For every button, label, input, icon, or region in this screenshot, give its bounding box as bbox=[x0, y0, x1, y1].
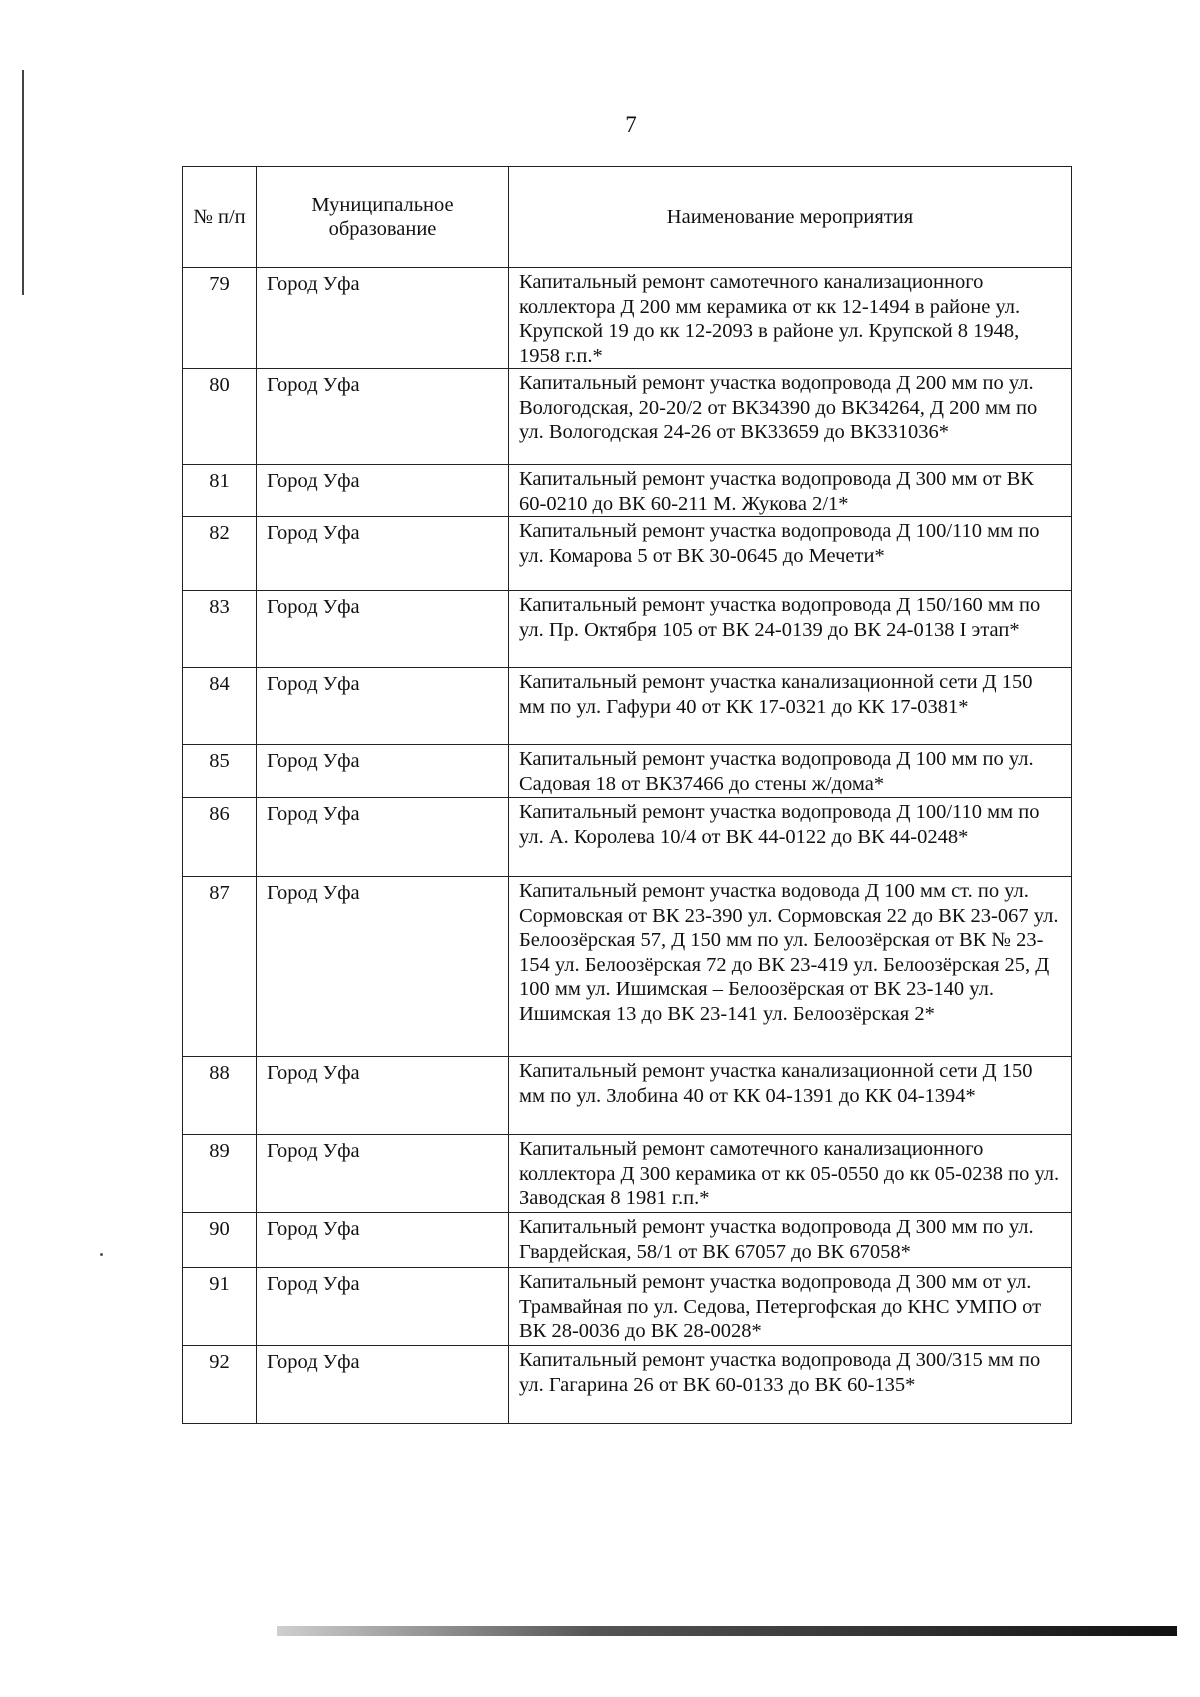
table-row bbox=[183, 668, 1072, 745]
table-row bbox=[183, 268, 1072, 369]
row-measure: Капитальный ремонт участка водопровода Д 150/160 мм по ул. Пр. Октября 105 от ВК 24-0139 до ВК 24-0138 I этап* bbox=[509, 591, 1072, 668]
measures-table bbox=[182, 166, 1072, 1424]
row-number: 83 bbox=[183, 591, 257, 668]
row-number: 86 bbox=[183, 798, 257, 877]
row-municipality: Город Уфа bbox=[257, 877, 509, 1057]
row-municipality: Город Уфа bbox=[257, 1057, 509, 1135]
row-measure: Капитальный ремонт участка водовода Д 100 мм ст. по ул. Сормовская от ВК 23-390 ул. Сормовская 22 до ВК 23-067 ул. Белоозёрская 57, Д 150 мм по ул. Белоозёрская от ВК № 23-154 ул. Белоозёрская 72 до ВК 23-419 ул. Белоозёрская 25, Д 100 мм ул. Ишимская – Белоозёрская от ВК 23-140 ул. Ишимская 13 до ВК 23-141 ул. Белоозёрская 2* bbox=[509, 877, 1072, 1057]
row-number: 82 bbox=[183, 517, 257, 591]
table-row bbox=[183, 591, 1072, 668]
row-municipality: Город Уфа bbox=[257, 745, 509, 798]
row-number: 91 bbox=[183, 1268, 257, 1346]
row-measure: Капитальный ремонт участка водопровода Д 300 мм по ул. Гвардейская, 58/1 от ВК 67057 до ВК 67058* bbox=[509, 1213, 1072, 1268]
header-municipality: Муниципальное образование bbox=[257, 167, 509, 268]
row-number: 87 bbox=[183, 877, 257, 1057]
row-municipality: Город Уфа bbox=[257, 1135, 509, 1213]
row-measure: Капитальный ремонт участка водопровода Д 200 мм по ул. Вологодская, 20-20/2 от ВК34390 до ВК34264, Д 200 мм по ул. Вологодская 24-26 от ВК33659 до ВК331036* bbox=[509, 369, 1072, 465]
row-measure: Капитальный ремонт участка водопровода Д 300 мм от ВК 60-0210 до ВК 60-211 М. Жукова 2/1* bbox=[509, 465, 1072, 517]
table-row bbox=[183, 877, 1072, 1057]
row-number: 90 bbox=[183, 1213, 257, 1268]
row-municipality: Город Уфа bbox=[257, 517, 509, 591]
row-measure: Капитальный ремонт участка канализационной сети Д 150 мм по ул. Гафури 40 от КК 17-0321 до КК 17-0381* bbox=[509, 668, 1072, 745]
row-number: 81 bbox=[183, 465, 257, 517]
row-number: 92 bbox=[183, 1346, 257, 1424]
row-number: 89 bbox=[183, 1135, 257, 1213]
row-measure: Капитальный ремонт самотечного канализационного коллектора Д 300 керамика от кк 05-0550 до кк 05-0238 по ул. Заводская 8 1981 г.п.* bbox=[509, 1135, 1072, 1213]
table-row bbox=[183, 1346, 1072, 1424]
header-measure: Наименование мероприятия bbox=[509, 167, 1072, 268]
scan-speck bbox=[100, 1253, 103, 1256]
table-row bbox=[183, 1135, 1072, 1213]
row-municipality: Город Уфа bbox=[257, 268, 509, 369]
row-number: 79 bbox=[183, 268, 257, 369]
table-row bbox=[183, 465, 1072, 517]
scan-edge-mark bbox=[22, 70, 24, 295]
row-municipality: Город Уфа bbox=[257, 1213, 509, 1268]
row-measure: Капитальный ремонт участка канализационной сети Д 150 мм по ул. Злобина 40 от КК 04-1391 до КК 04-1394* bbox=[509, 1057, 1072, 1135]
table-header-row bbox=[183, 167, 1072, 268]
scan-bottom-bar bbox=[277, 1626, 1177, 1636]
row-municipality: Город Уфа bbox=[257, 1346, 509, 1424]
table-row bbox=[183, 369, 1072, 465]
row-measure: Капитальный ремонт участка водопровода Д 300 мм от ул. Трамвайная по ул. Седова, Петергофская до КНС УМПО от ВК 28-0036 до ВК 28-0028* bbox=[509, 1268, 1072, 1346]
row-measure: Капитальный ремонт самотечного канализационного коллектора Д 200 мм керамика от кк 12-1494 в районе ул. Крупской 19 до кк 12-2093 в районе ул. Крупской 8 1948, 1958 г.п.* bbox=[509, 268, 1072, 369]
table-row bbox=[183, 1268, 1072, 1346]
table-row bbox=[183, 1213, 1072, 1268]
row-measure: Капитальный ремонт участка водопровода Д 100/110 мм по ул. Комарова 5 от ВК 30-0645 до Мечети* bbox=[509, 517, 1072, 591]
row-number: 85 bbox=[183, 745, 257, 798]
table-row bbox=[183, 798, 1072, 877]
row-municipality: Город Уфа bbox=[257, 798, 509, 877]
table-row bbox=[183, 1057, 1072, 1135]
table-row bbox=[183, 745, 1072, 798]
row-measure: Капитальный ремонт участка водопровода Д 100/110 мм по ул. А. Королева 10/4 от ВК 44-0122 до ВК 44-0248* bbox=[509, 798, 1072, 877]
row-municipality: Город Уфа bbox=[257, 465, 509, 517]
row-number: 84 bbox=[183, 668, 257, 745]
row-measure: Капитальный ремонт участка водопровода Д 300/315 мм по ул. Гагарина 26 от ВК 60-0133 до ВК 60-135* bbox=[509, 1346, 1072, 1424]
row-number: 80 bbox=[183, 369, 257, 465]
row-municipality: Город Уфа bbox=[257, 591, 509, 668]
header-number: № п/п bbox=[183, 167, 257, 268]
row-municipality: Город Уфа bbox=[257, 668, 509, 745]
row-municipality: Город Уфа bbox=[257, 1268, 509, 1346]
table-row bbox=[183, 517, 1072, 591]
row-number: 88 bbox=[183, 1057, 257, 1135]
page-number: 7 bbox=[625, 112, 637, 137]
row-measure: Капитальный ремонт участка водопровода Д 100 мм по ул. Садовая 18 от ВК37466 до стены ж/дома* bbox=[509, 745, 1072, 798]
row-municipality: Город Уфа bbox=[257, 369, 509, 465]
